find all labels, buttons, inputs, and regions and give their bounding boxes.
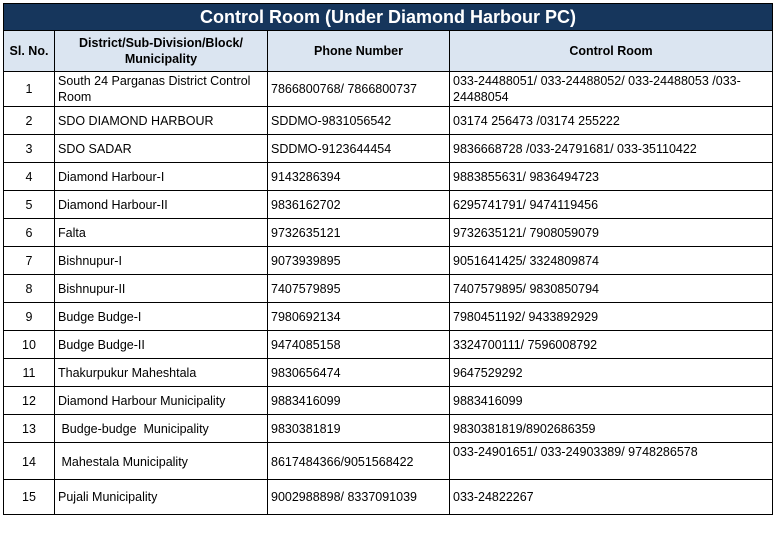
cell-control-room: 9732635121/ 7908059079 — [450, 219, 773, 247]
table-row — [4, 387, 773, 415]
cell-phone: 9002988898/ 8337091039 — [268, 480, 450, 515]
cell-sl-no: 6 — [4, 219, 55, 247]
cell-control-room: 03174 256473 /03174 255222 — [450, 107, 773, 135]
cell-district: Diamond Harbour-I — [55, 163, 268, 191]
table-row — [4, 191, 773, 219]
cell-sl-no: 12 — [4, 387, 55, 415]
cell-sl-no: 3 — [4, 135, 55, 163]
control-room-table — [3, 3, 773, 515]
cell-district: Falta — [55, 219, 268, 247]
cell-district: Bishnupur-II — [55, 275, 268, 303]
cell-control-room: 9883416099 — [450, 387, 773, 415]
table-row — [4, 163, 773, 191]
cell-phone: 7407579895 — [268, 275, 450, 303]
table-row — [4, 331, 773, 359]
cell-sl-no: 4 — [4, 163, 55, 191]
cell-sl-no: 13 — [4, 415, 55, 443]
cell-sl-no: 8 — [4, 275, 55, 303]
cell-district: Mahestala Municipality — [55, 443, 268, 480]
cell-phone: SDDMO-9831056542 — [268, 107, 450, 135]
cell-sl-no: 7 — [4, 247, 55, 275]
table-row — [4, 219, 773, 247]
table-row — [4, 443, 773, 480]
cell-control-room: 9883855631/ 9836494723 — [450, 163, 773, 191]
cell-control-room: 7407579895/ 9830850794 — [450, 275, 773, 303]
cell-phone: SDDMO-9123644454 — [268, 135, 450, 163]
cell-phone: 9073939895 — [268, 247, 450, 275]
cell-phone: 9732635121 — [268, 219, 450, 247]
cell-district: SDO SADAR — [55, 135, 268, 163]
cell-district: Budge Budge-I — [55, 303, 268, 331]
cell-district: Budge Budge-II — [55, 331, 268, 359]
table-row — [4, 135, 773, 163]
control-room-sheet — [3, 3, 772, 515]
header-sl-no: Sl. No. — [4, 31, 55, 72]
header-phone-number: Phone Number — [268, 31, 450, 72]
header-control-room: Control Room — [450, 31, 773, 72]
cell-district: Diamond Harbour Municipality — [55, 387, 268, 415]
cell-control-room: 6295741791/ 9474119456 — [450, 191, 773, 219]
cell-sl-no: 5 — [4, 191, 55, 219]
cell-sl-no: 11 — [4, 359, 55, 387]
cell-district: Budge-budge Municipality — [55, 415, 268, 443]
cell-sl-no: 2 — [4, 107, 55, 135]
table-row — [4, 72, 773, 107]
cell-phone: 9143286394 — [268, 163, 450, 191]
table-row — [4, 359, 773, 387]
cell-phone: 8617484366/9051568422 — [268, 443, 450, 480]
cell-district: Diamond Harbour-II — [55, 191, 268, 219]
table-row — [4, 303, 773, 331]
cell-phone: 7866800768/ 7866800737 — [268, 72, 450, 107]
cell-phone: 9830381819 — [268, 415, 450, 443]
cell-control-room: 9647529292 — [450, 359, 773, 387]
cell-district: SDO DIAMOND HARBOUR — [55, 107, 268, 135]
cell-sl-no: 15 — [4, 480, 55, 515]
table-row — [4, 247, 773, 275]
table-title: Control Room (Under Diamond Harbour PC) — [4, 4, 773, 31]
cell-control-room: 033-24822267 — [450, 480, 773, 515]
cell-district: Pujali Municipality — [55, 480, 268, 515]
table-row — [4, 107, 773, 135]
cell-district: Bishnupur-I — [55, 247, 268, 275]
table-row — [4, 415, 773, 443]
cell-phone: 9830656474 — [268, 359, 450, 387]
table-row — [4, 275, 773, 303]
cell-control-room: 3324700111/ 7596008792 — [450, 331, 773, 359]
cell-control-room: 9836668728 /033-24791681/ 033-35110422 — [450, 135, 773, 163]
cell-sl-no: 10 — [4, 331, 55, 359]
cell-district: South 24 Parganas District Control Room — [55, 72, 268, 107]
cell-phone: 9474085158 — [268, 331, 450, 359]
cell-phone: 9883416099 — [268, 387, 450, 415]
cell-control-room: 033-24488051/ 033-24488052/ 033-24488053 /033-24488054 — [450, 72, 773, 107]
cell-phone: 7980692134 — [268, 303, 450, 331]
cell-control-room: 033-24901651/ 033-24903389/ 9748286578 — [450, 443, 773, 480]
cell-sl-no: 1 — [4, 72, 55, 107]
cell-control-room: 7980451192/ 9433892929 — [450, 303, 773, 331]
cell-phone: 9836162702 — [268, 191, 450, 219]
cell-control-room: 9051641425/ 3324809874 — [450, 247, 773, 275]
cell-control-room: 9830381819/8902686359 — [450, 415, 773, 443]
cell-district: Thakurpukur Maheshtala — [55, 359, 268, 387]
cell-sl-no: 9 — [4, 303, 55, 331]
table-row — [4, 480, 773, 515]
header-district: District/Sub-Division/Block/ Municipality — [55, 31, 268, 72]
cell-sl-no: 14 — [4, 443, 55, 480]
